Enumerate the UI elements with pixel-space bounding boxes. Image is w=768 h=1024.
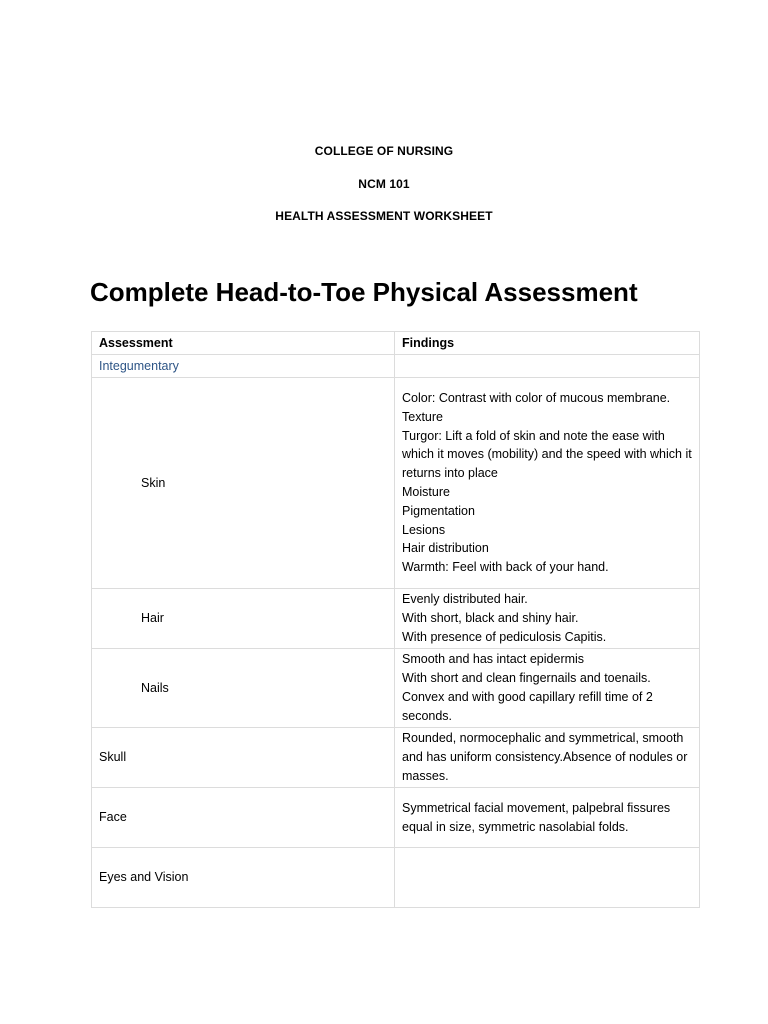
table-row-nails: [92, 649, 700, 728]
table-row-hair: [92, 589, 700, 649]
finding-line: With short and clean fingernails and toenails.: [402, 671, 651, 686]
finding-line: Evenly distributed hair.: [402, 592, 528, 607]
findings-cell-eyes-and-vision: [395, 848, 700, 908]
finding-line: Moisture: [402, 485, 450, 499]
table-header-row: [92, 332, 700, 355]
table-row-skin: [92, 378, 700, 589]
assessment-label-face: Face: [92, 788, 395, 848]
table-row-face: [92, 788, 700, 848]
findings-cell-hair: [395, 589, 700, 649]
findings-cell-empty: [395, 355, 700, 378]
finding-line: Symmetrical facial movement, palpebral fissures equal in size, symmetric nasolabial folds.: [402, 800, 671, 834]
finding-line: Warmth: Feel with back of your hand.: [402, 560, 609, 575]
finding-line: Texture: [402, 409, 443, 424]
finding-line: With short, black and shiny hair.: [402, 611, 579, 626]
section-label-integumentary: Integumentary: [92, 355, 395, 378]
page-title: Complete Head-to-Toe Physical Assessment: [90, 277, 638, 307]
assessment-label-nails: Nails: [92, 649, 395, 728]
college-name: COLLEGE OF NURSING: [314, 144, 454, 158]
finding-line: Lesions: [402, 522, 446, 537]
finding-line: With presence of pediculosis Capitis.: [402, 629, 607, 644]
finding-line: Smooth and has intact epidermis: [402, 652, 585, 667]
finding-line: Rounded, normocephalic and symmetrical, smooth and has uniform consistency.Absence of nodules or masses.: [402, 731, 688, 783]
finding-line: Hair distribution: [402, 541, 489, 556]
course-code: NCM 101: [358, 177, 410, 191]
column-header-assessment: Assessment: [92, 332, 395, 355]
findings-cell-skin: [395, 378, 700, 589]
finding-line: Convex and with good capillary refill time of 2 seconds.: [402, 690, 653, 723]
table-row-eyes-and-vision: [92, 848, 700, 908]
finding-line: Pigmentation: [402, 503, 475, 518]
assessment-table: [91, 331, 700, 908]
findings-cell-face: [395, 788, 700, 848]
worksheet-title: HEALTH ASSESSMENT WORKSHEET: [275, 209, 493, 223]
findings-cell-skull: [395, 728, 700, 788]
table-row-integumentary: [92, 355, 700, 378]
finding-line: Turgor: Lift a fold of skin and note the ease with which it moves (mobility) and the speed with which it returns into place: [402, 428, 692, 481]
assessment-label-skin: Skin: [92, 378, 395, 589]
table-row-skull: [92, 728, 700, 788]
column-header-findings: Findings: [395, 332, 700, 355]
finding-line: Color: Contrast with color of mucous membrane.: [402, 391, 671, 406]
findings-cell-nails: [395, 649, 700, 728]
assessment-label-skull: Skull: [92, 728, 395, 788]
assessment-label-hair: Hair: [92, 589, 395, 649]
assessment-label-eyes-and-vision: Eyes and Vision: [92, 848, 395, 908]
